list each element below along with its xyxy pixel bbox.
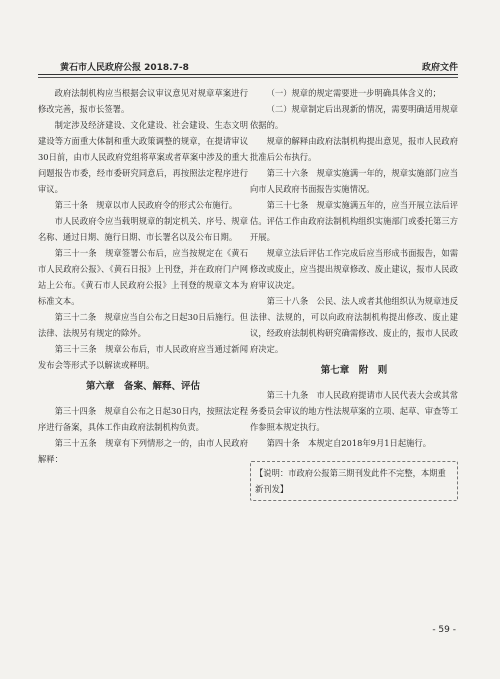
paragraph: 第三十条 规章以市人民政府令的形式公布施行。 [54,200,238,210]
header-rule-thin [38,77,458,78]
paragraph: 第三十五条 规章有下列情形之一的，由市人民政府解释： [38,438,248,464]
paragraph: （二）规章制定后出现新的情况，需要明确适用规章依据的。 [250,104,458,130]
paragraph: （一）规章的规定需要进一步明确具体含义的； [266,88,441,98]
paragraph: 政府法制机构应当根据会议审议意见对规章草案进行修改完善，报市长签署。 [38,88,248,114]
editor-note: 【说明：市政府公报第三期刊发此件不完整，本期重新刊发】 [250,461,458,501]
chapter-heading: 第七章 附 则 [320,365,388,376]
publication-title: 黄石市人民政府公报 2018.7-8 [60,63,189,73]
paragraph: 第四十条 本规定自2018年9月1日起施行。 [266,438,432,448]
left-column [38,85,248,467]
paragraph: 第三十四条 规章自公布之日起30日内，按照法定程序进行备案，具体工作由政府法制机构负责。 [38,406,248,432]
paragraph: 市人民政府令应当载明规章的制定机关、序号、规章名称、通过日期、施行日期、市长署名以及公布日期。 [38,216,248,242]
paragraph: 第三十一条 规章签署公布后，应当按规定在《黄石市人民政府公报》、《黄石日报》上刊登，并在政府门户网站上公布。《黄石市人民政府公报》上刊登的规章文本为标准文本。 [38,248,248,306]
section-label: 政府文件 [421,63,458,73]
paragraph: 第三十三条 规章公布后，市人民政府应当通过新闻发布会等形式予以解读或释明。 [38,344,248,370]
paragraph: 规章立法后评估工作完成后应当形成书面报告，如需修改或废止，应当提出规章修改、废止建议，报市人民政府审议决定。 [250,248,458,290]
paragraph: 制定涉及经济建设、文化建设、社会建设、生态文明建设等方面重大体制和重大政策调整的规章，在提请审议30日前，由市人民政府党组将草案或者草案中涉及的重大问题报告市委，经市委研究同意后，再按照法定程序进行审议。 [38,120,248,194]
paragraph: 第三十六条 规章实施满一年的，规章实施部门应当向市人民政府书面报告实施情况。 [250,168,458,194]
paragraph: 第三十二条 规章应当自公布之日起30日后施行。但法律、法规另有规定的除外。 [38,312,248,338]
paragraph: 第三十九条 市人民政府提请市人民代表大会或其常务委员会审议的地方性法规草案的立项、起草、审查等工作参照本规定执行。 [250,390,458,432]
header-rule-thick [38,74,458,75]
chapter-heading: 第六章 备案、解释、评估 [85,381,200,392]
paragraph: 第三十七条 规章实施满五年的，应当开展立法后评估。评估工作由政府法制机构组织实施部门或委托第三方开展。 [250,200,458,242]
paragraph: 规章的解释由政府法制机构提出意见，报市人民政府批准后公布执行。 [250,136,458,162]
page-number: - 59 - [432,625,456,635]
right-column [250,85,458,501]
paragraph: 第三十八条 公民、法人或者其他组织认为规章违反法律、法规的，可以向政府法制机构提出修改、废止建议，经政府法制机构研究确需修改、废止的，报市人民政府决定。 [250,296,458,354]
